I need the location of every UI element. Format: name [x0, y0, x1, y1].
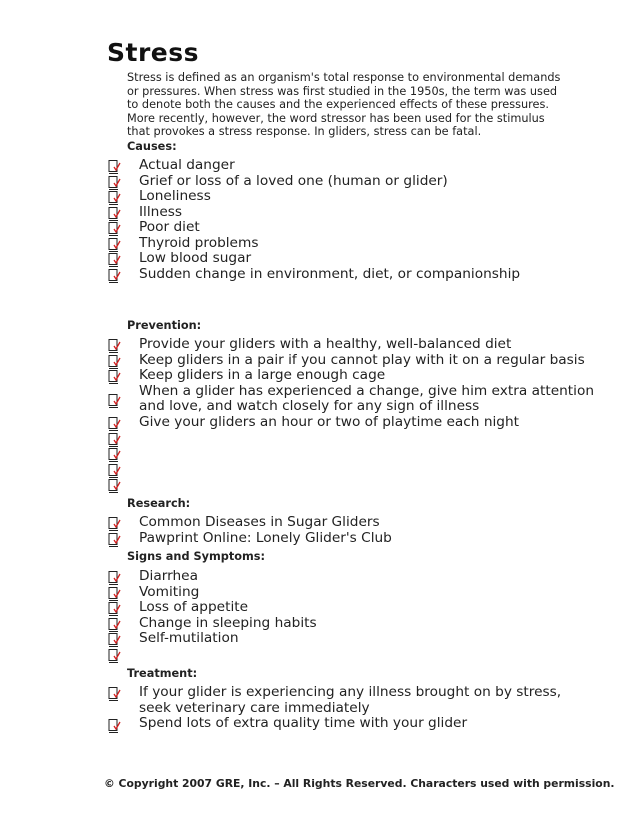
list-item: Give your gliders an hour or two of playtime each night	[139, 413, 520, 430]
checkbox-icon[interactable]	[108, 369, 122, 385]
signs-list	[139, 569, 599, 647]
list-item: When a glider has experienced a change, give him extra attention and love, and watch closely for any sign of illness	[139, 382, 595, 414]
checkbox-icon[interactable]	[108, 190, 122, 206]
prevention-checkboxes	[108, 338, 122, 494]
checkbox-icon[interactable]	[108, 354, 122, 370]
list-item: Provide your gliders with a healthy, well-balanced diet	[139, 336, 512, 352]
checkbox-icon[interactable]	[108, 632, 122, 648]
copyright-footer: © Copyright 2007 GRE, Inc. – All Rights Reserved. Characters used with permission.	[104, 777, 615, 790]
list-item: Loneliness	[139, 188, 211, 204]
checkbox-icon[interactable]	[108, 601, 122, 617]
list-item: Diarrhea	[139, 568, 198, 584]
list-item: Spend lots of extra quality time with your glider	[139, 715, 468, 731]
list-item: Low blood sugar	[139, 250, 252, 266]
checkbox-icon[interactable]	[108, 175, 122, 191]
checkbox-icon[interactable]	[108, 432, 122, 448]
checkbox-icon[interactable]	[108, 221, 122, 237]
checkbox-icon[interactable]	[108, 586, 122, 602]
research-link[interactable]: Pawprint Online: Lonely Glider's Club	[139, 529, 392, 546]
checkbox-icon[interactable]	[108, 532, 122, 548]
checkbox-icon[interactable]	[108, 393, 122, 409]
list-item: Actual danger	[139, 157, 235, 173]
checkbox-icon[interactable]	[108, 718, 122, 734]
treatment-checkboxes	[108, 686, 122, 733]
checkbox-icon[interactable]	[108, 617, 122, 633]
intro-paragraph: Stress is defined as an organism's total response to environmental demands or pressures. When stress was first studied in the 1950s, the term was used to denote both the causes and the experienced effects of these pressures. More recently, however, the word stressor has been used for the stimulus that provokes a stress response. In gliders, stress can be fatal.	[127, 71, 561, 139]
research-link[interactable]: Common Diseases in Sugar Gliders	[139, 514, 380, 530]
list-item: Vomiting	[139, 583, 200, 600]
signs-checkboxes	[108, 570, 122, 663]
list-item: Thyroid problems	[139, 234, 259, 251]
checkbox-icon[interactable]	[108, 416, 122, 432]
list-item: Poor diet	[139, 219, 200, 235]
checkbox-icon[interactable]	[108, 648, 122, 664]
checkbox-icon[interactable]	[108, 159, 122, 175]
prevention-heading: Prevention:	[127, 319, 202, 332]
research-checkboxes	[108, 516, 122, 547]
list-item: Sudden change in environment, diet, or companionship	[139, 265, 521, 282]
checkbox-icon[interactable]	[108, 237, 122, 253]
list-item: Keep gliders in a pair if you cannot play with it on a regular basis	[139, 351, 585, 368]
causes-heading: Causes:	[127, 140, 177, 153]
treatment-heading: Treatment:	[127, 667, 198, 680]
causes-list	[139, 158, 599, 282]
checkbox-icon[interactable]	[108, 686, 122, 702]
list-item: Keep gliders in a large enough cage	[139, 367, 386, 383]
checkbox-icon[interactable]	[108, 338, 122, 354]
checkbox-icon[interactable]	[108, 463, 122, 479]
checkbox-icon[interactable]	[108, 268, 122, 284]
list-item: Self-mutilation	[139, 630, 239, 646]
list-item: Change in sleeping habits	[139, 614, 317, 631]
list-item: Illness	[139, 203, 183, 220]
checkbox-icon[interactable]	[108, 206, 122, 222]
checkbox-icon[interactable]	[108, 570, 122, 586]
prevention-list	[139, 337, 599, 430]
checkbox-icon[interactable]	[108, 252, 122, 268]
list-item: Loss of appetite	[139, 599, 249, 615]
list-item: Grief or loss of a loved one (human or glider)	[139, 172, 448, 189]
page-title: Stress	[107, 38, 200, 67]
checkbox-icon[interactable]	[108, 516, 122, 532]
signs-heading: Signs and Symptoms:	[127, 550, 266, 563]
research-heading: Research:	[127, 497, 191, 510]
research-list	[139, 515, 599, 546]
checkbox-icon[interactable]	[108, 478, 122, 494]
checkbox-icon[interactable]	[108, 447, 122, 463]
list-item: If your glider is experiencing any illness brought on by stress, seek veterinary care immediately	[139, 684, 562, 716]
treatment-list	[139, 685, 579, 732]
causes-checkboxes	[108, 159, 122, 283]
